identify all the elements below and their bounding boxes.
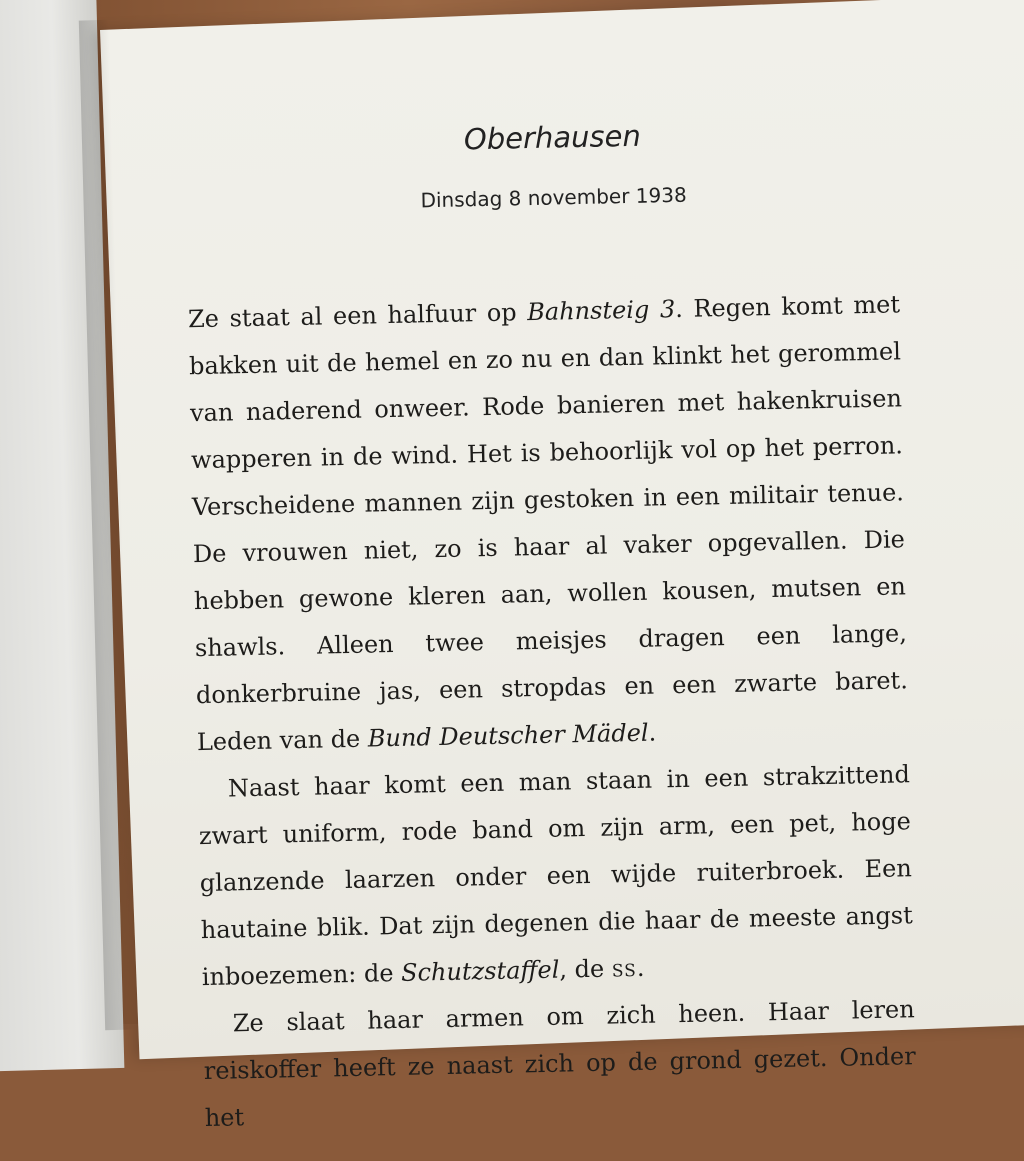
page-content xyxy=(100,9,1024,1133)
smallcaps-abbrev: ss xyxy=(611,953,638,983)
paragraph-1 xyxy=(188,281,910,766)
text-span: , de xyxy=(559,954,613,984)
chapter-title: Oberhausen xyxy=(463,118,642,157)
text-span: Ze staat al een halfuur op xyxy=(187,298,528,334)
body-text xyxy=(188,281,918,1142)
italic-term: Bund Deutscher Mädel xyxy=(367,718,649,753)
text-span: . xyxy=(636,953,645,982)
text-span: Ze slaat haar armen om zich heen. Haar leren reiskoffer heeft ze naast zich op de grond gezet. Onder het xyxy=(203,995,916,1133)
book-page xyxy=(100,0,1024,1133)
italic-term: Bahnsteig 3 xyxy=(526,295,676,327)
paragraph-3 xyxy=(202,986,917,1142)
text-span: Naast haar komt een man staan in een strakzittend zwart uniform, rode band om zijn arm, een pet, hoge glanzende laarzen onder een wijde ruiterbroek. Een hautaine blik. Dat zijn degenen die haar de meeste angst inboezemen: de xyxy=(198,760,914,992)
chapter-date: Dinsdag 8 november 1938 xyxy=(420,182,687,213)
italic-term: Schutzstaffel xyxy=(400,955,560,987)
text-span: . Regen komt met bakken uit de hemel en zo nu en dan klinkt het gerommel van naderend onweer. Rode banieren met hakenkruisen wapperen in de wind. Het is behoorlijk vol op het perron. Verscheidene mannen zijn gestoken in een militair tenue. De vrouwen niet, zo is haar al vaker opgevallen. Die hebben gewone kleren aan, wollen kousen, mutsen en shawls. Alleen twee meisjes dragen een lange, donkerbruine jas, een stropdas en een zwarte baret. Leden van de xyxy=(188,290,909,757)
text-span: . xyxy=(648,718,657,747)
paragraph-2 xyxy=(197,751,914,1001)
